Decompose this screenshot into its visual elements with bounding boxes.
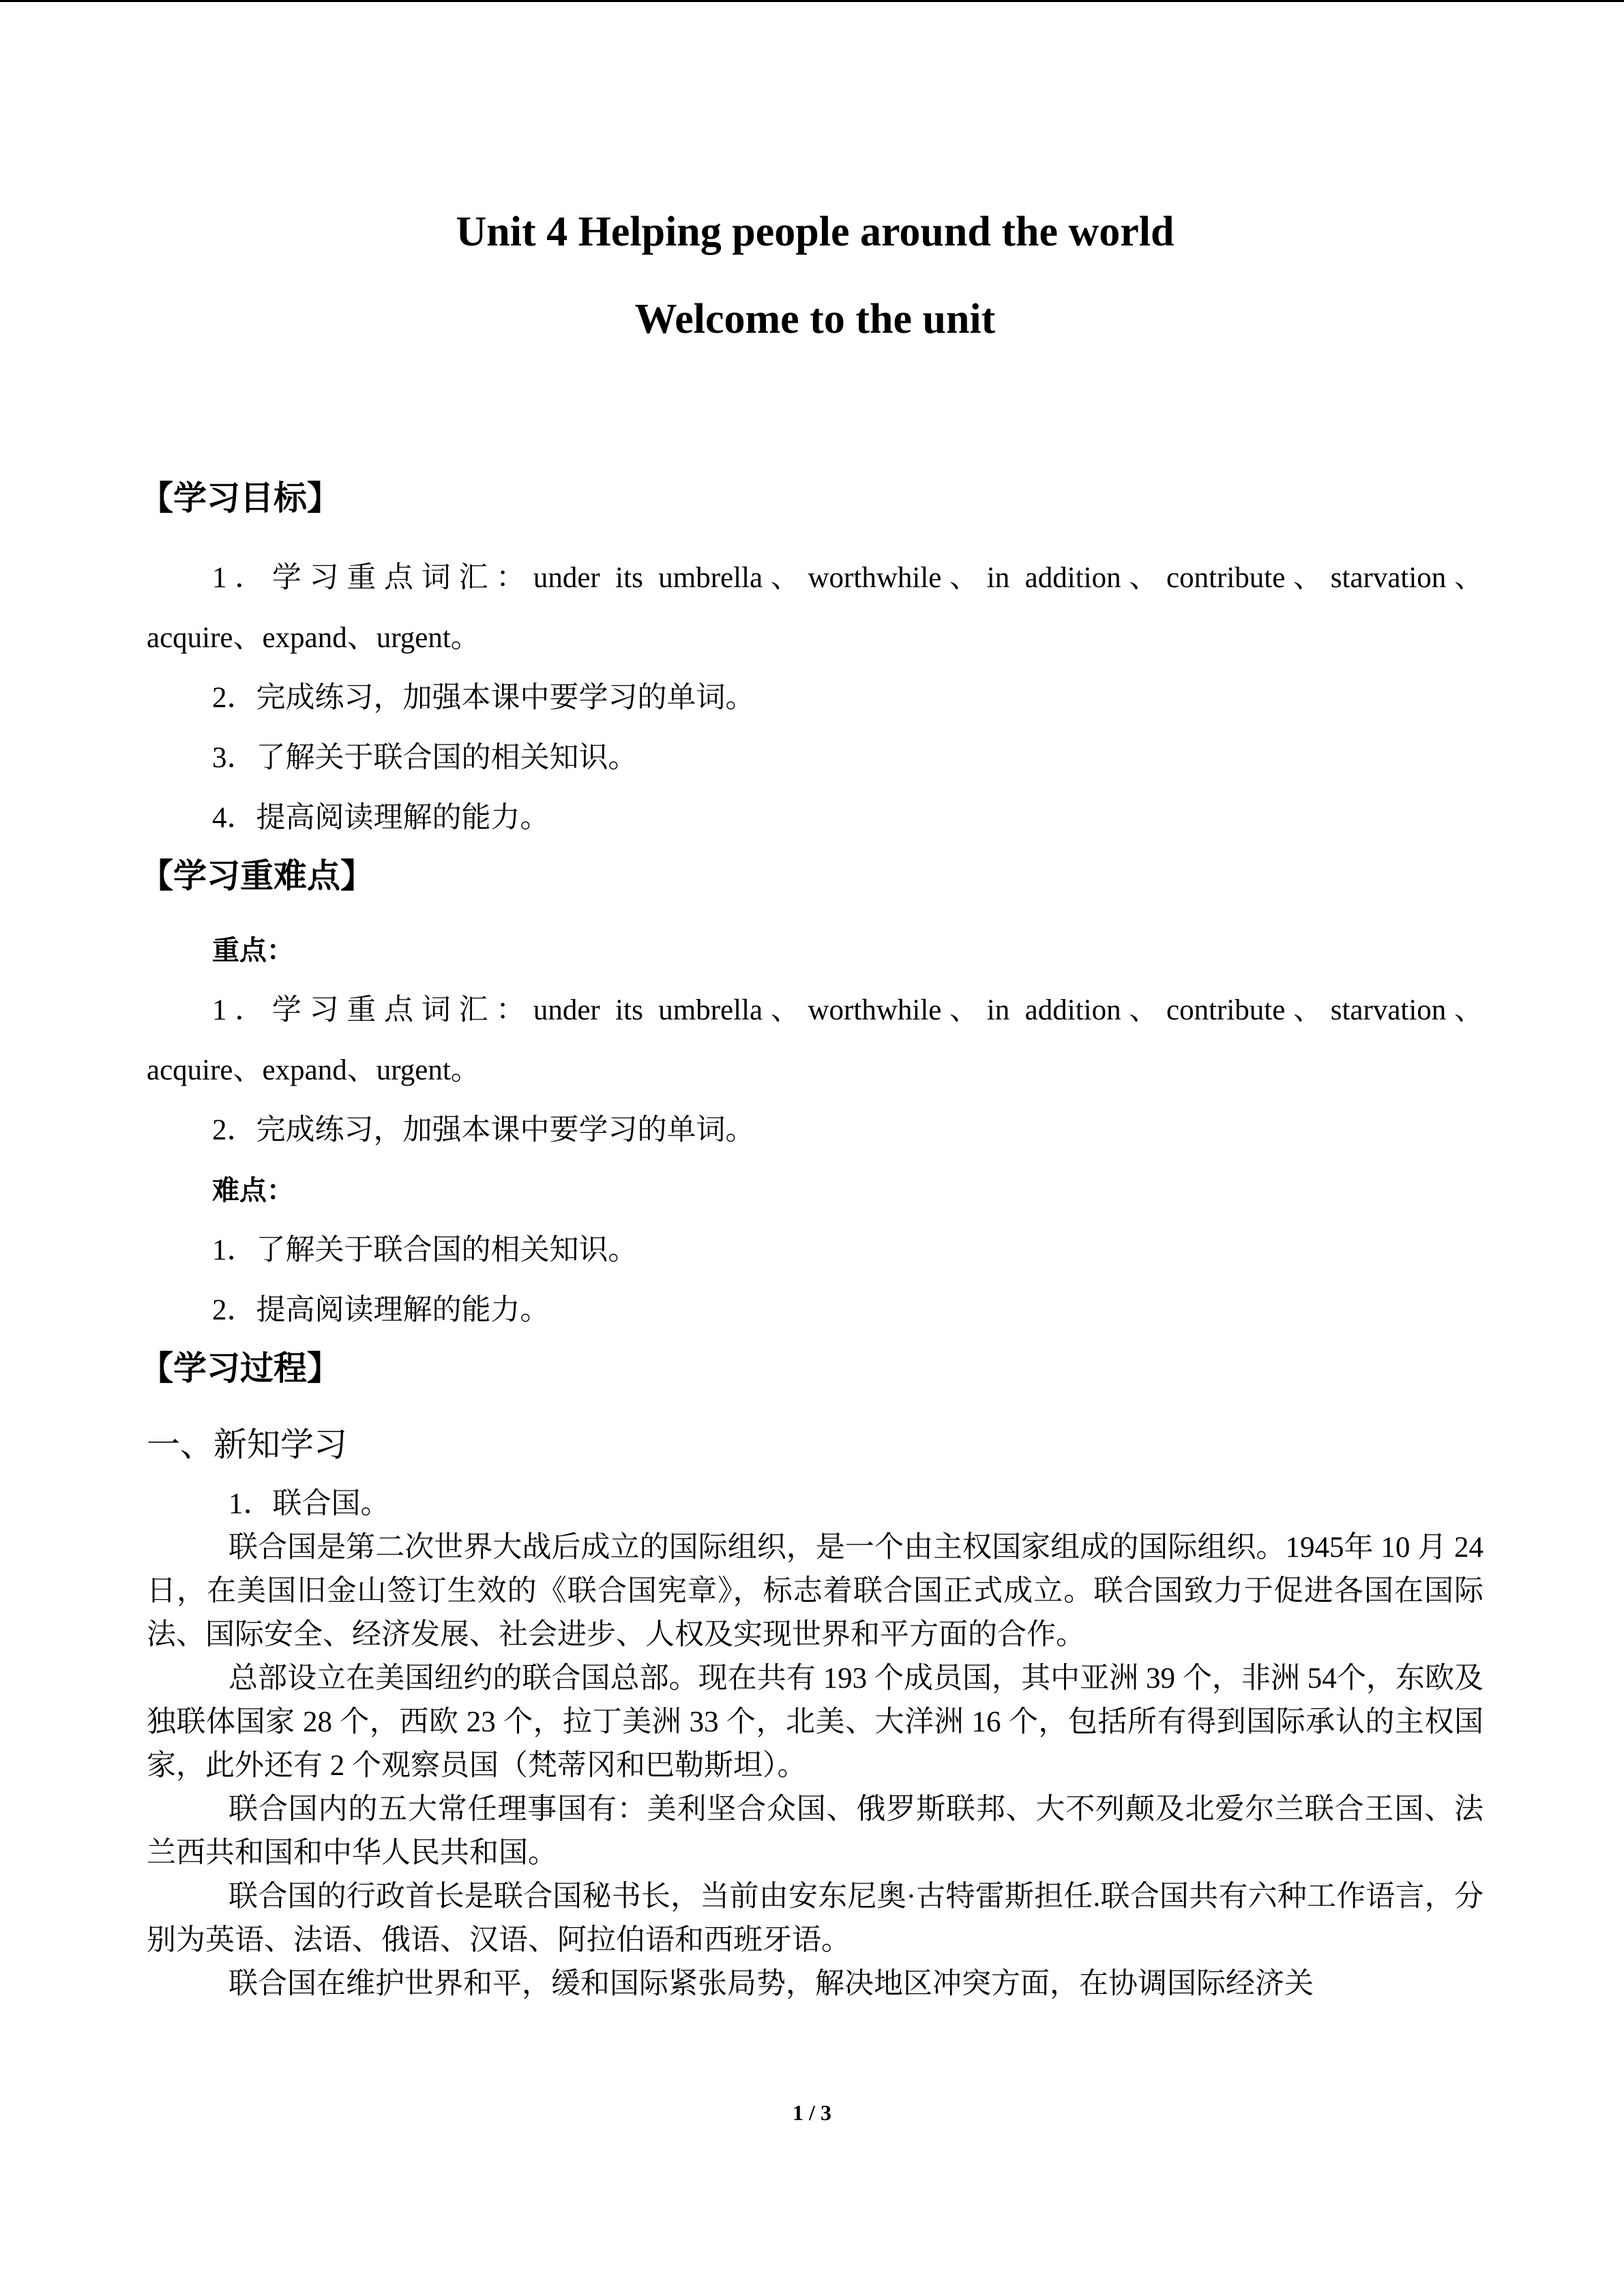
un-paragraph-5: 联合国在维护世界和平，缓和国际紧张局势，解决地区冲突方面，在协调国际经济关: [228, 1968, 1314, 2000]
difficulty-item-1: 1．了解关于联合国的相关知识。: [212, 1234, 638, 1266]
un-paragraph-1: 联合国是第二次世界大战后成立的国际组织，是一个由主权国家组成的国际组织。1945年 10 月 24 日，在美国旧金山签订生效的《联合国宪章》，标志着联合国正式成立。联合国致力于促进各国在国际法、国际安全、经济发展、社会进步、人权及实现世界和平方面的合作。: [147, 1532, 1483, 1651]
un-item-title: 1．联合国。: [228, 1488, 390, 1520]
document-title: Unit 4 Helping people around the world: [456, 209, 1175, 255]
un-paragraph-4: 联合国的行政首长是联合国秘书长，当前由安东尼奥·古特雷斯担任.联合国共有六种工作语言，分别为英语、法语、俄语、汉语、阿拉伯语和西班牙语。: [147, 1881, 1483, 1956]
new-knowledge-heading: 一、新知学习: [147, 1425, 348, 1464]
process-heading: 【学习过程】: [140, 1349, 341, 1388]
goal-item-1-line-2: acquire、expand、urgent。: [147, 622, 480, 654]
difficulty-label: 难点：: [212, 1175, 294, 1206]
goal-item-2: 2．完成练习，加强本课中要学习的单词。: [212, 682, 755, 714]
focus-item-2: 2．完成练习，加强本课中要学习的单词。: [212, 1114, 755, 1146]
focus-label: 重点：: [212, 935, 294, 966]
goals-heading: 【学习目标】: [140, 479, 341, 518]
page-top-border: [0, 0, 1624, 2]
key-points-heading: 【学习重难点】: [140, 856, 374, 895]
page-number: 1 / 3: [793, 2100, 831, 2125]
un-paragraph-3: 联合国内的五大常任理事国有：美利坚合众国、俄罗斯联邦、大不列颠及北爱尔兰联合王国、法兰西共和国和中华人民共和国。: [147, 1793, 1483, 1869]
focus-item-1-line-1: 1．学习重点词汇：under its umbrella、worthwhile、in addition、contribute、starvation、: [212, 994, 1483, 1026]
focus-item-1-line-2: acquire、expand、urgent。: [147, 1054, 480, 1086]
un-paragraph-2: 总部设立在美国纽约的联合国总部。现在共有 193 个成员国，其中亚洲 39 个，非洲 54个，东欧及独联体国家 28 个，西欧 23 个，拉丁美洲 33 个，北美、大洋洲 16 个，包括所有得到国际承认的主权国家，此外还有 2 个观察员国（梵蒂冈和巴勒斯坦）。: [147, 1663, 1483, 1782]
goal-item-1-line-1: 1．学习重点词汇：under its umbrella、worthwhile、in addition、contribute、starvation、: [212, 562, 1483, 594]
goal-item-4: 4．提高阅读理解的能力。: [212, 802, 550, 834]
document-subtitle: Welcome to the unit: [634, 296, 996, 342]
difficulty-item-2: 2．提高阅读理解的能力。: [212, 1294, 550, 1326]
document-page: [140, 205, 1483, 2006]
goal-item-3: 3．了解关于联合国的相关知识。: [212, 742, 638, 774]
